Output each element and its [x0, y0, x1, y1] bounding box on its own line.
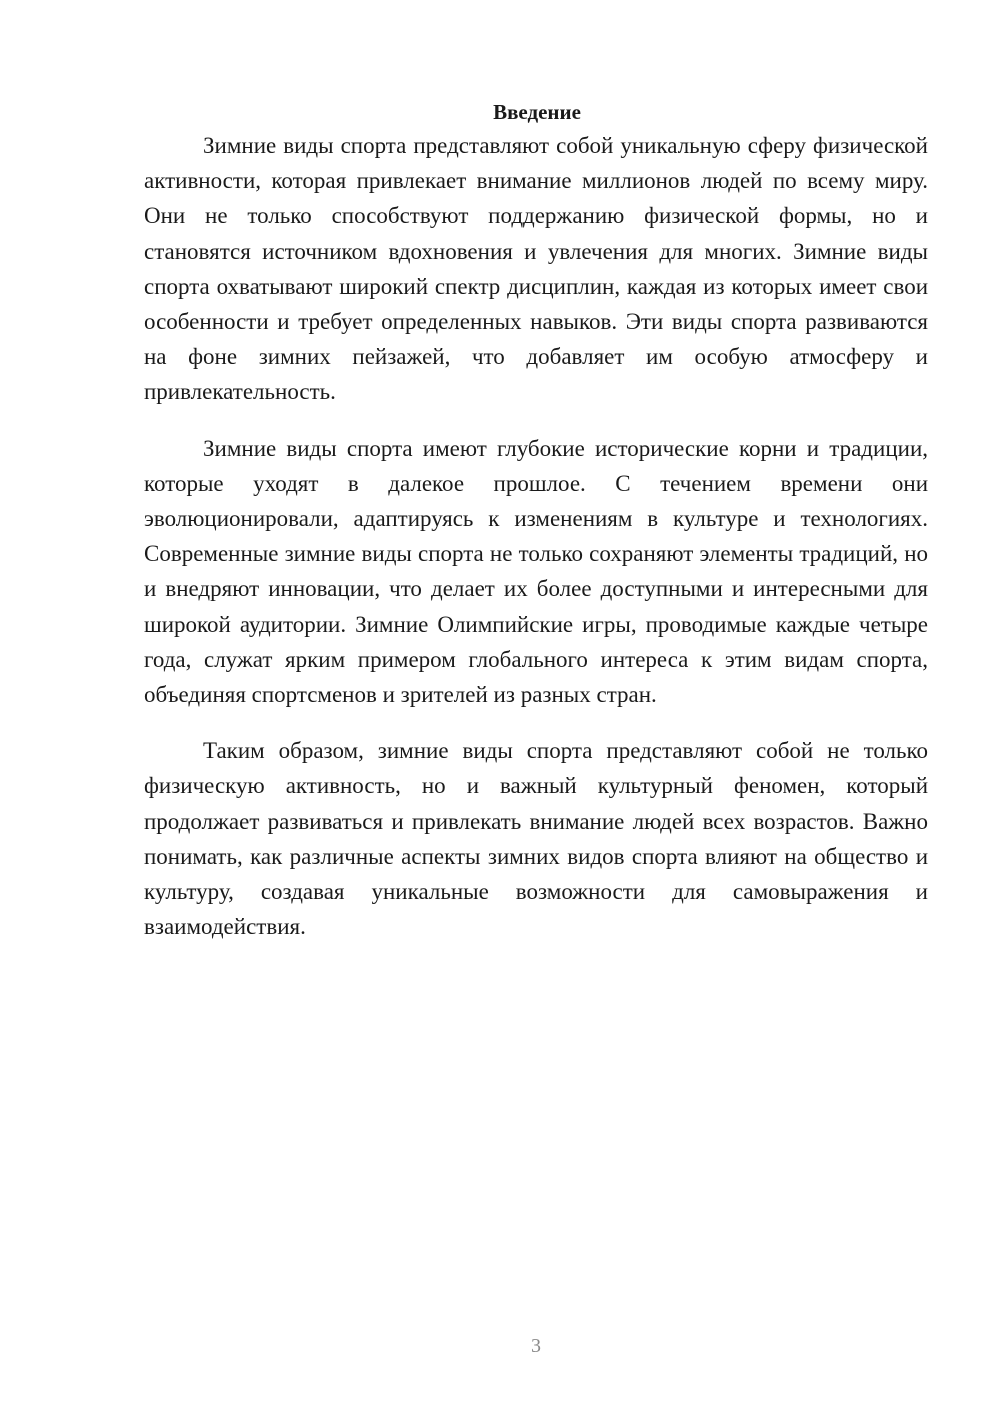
- paragraph-3: Таким образом, зимние виды спорта представляют собой не только физическую активность, но и важный культурный феномен, который продолжает развиваться и привлекать внимание людей всех возрастов. Важно понимать, как различные аспекты зимних видов спорта влияют на общество и культуру, создавая уникальные возможности для самовыражения и взаимодействия.: [144, 738, 928, 940]
- paragraph-2: Зимние виды спорта имеют глубокие исторические корни и традиции, которые уходят в далекое прошлое. С течением времени они эволюционировали, адаптируясь к изменениям в культуре и технологиях. Современные зимние виды спорта не только сохраняют элементы традиций, но и внедряют инновации, что делает их более доступными и интересными для широкой аудитории. Зимние Олимпийские игры, проводимые каждые четыре года, служат ярким примером глобального интереса к этим видам спорта, объединяя спортсменов и зрителей из разных стран.: [144, 435, 928, 708]
- paragraph-1: Зимние виды спорта представляют собой уникальную сферу физической активности, которая привлекает внимание миллионов людей по всему миру. Они не только способствуют поддержанию физической формы, но и становятся источником вдохновения и увлечения для многих. Зимние виды спорта охватывают широкий спектр дисциплин, каждая из которых имеет свои особенности и требует определенных навыков. Эти виды спорта развиваются на фоне зимних пейзажей, что добавляет им особую атмосферу и привлекательность.: [144, 133, 928, 405]
- section-title: Введение: [493, 100, 581, 124]
- page-number: 3: [531, 1335, 541, 1357]
- document-page: [144, 97, 928, 965]
